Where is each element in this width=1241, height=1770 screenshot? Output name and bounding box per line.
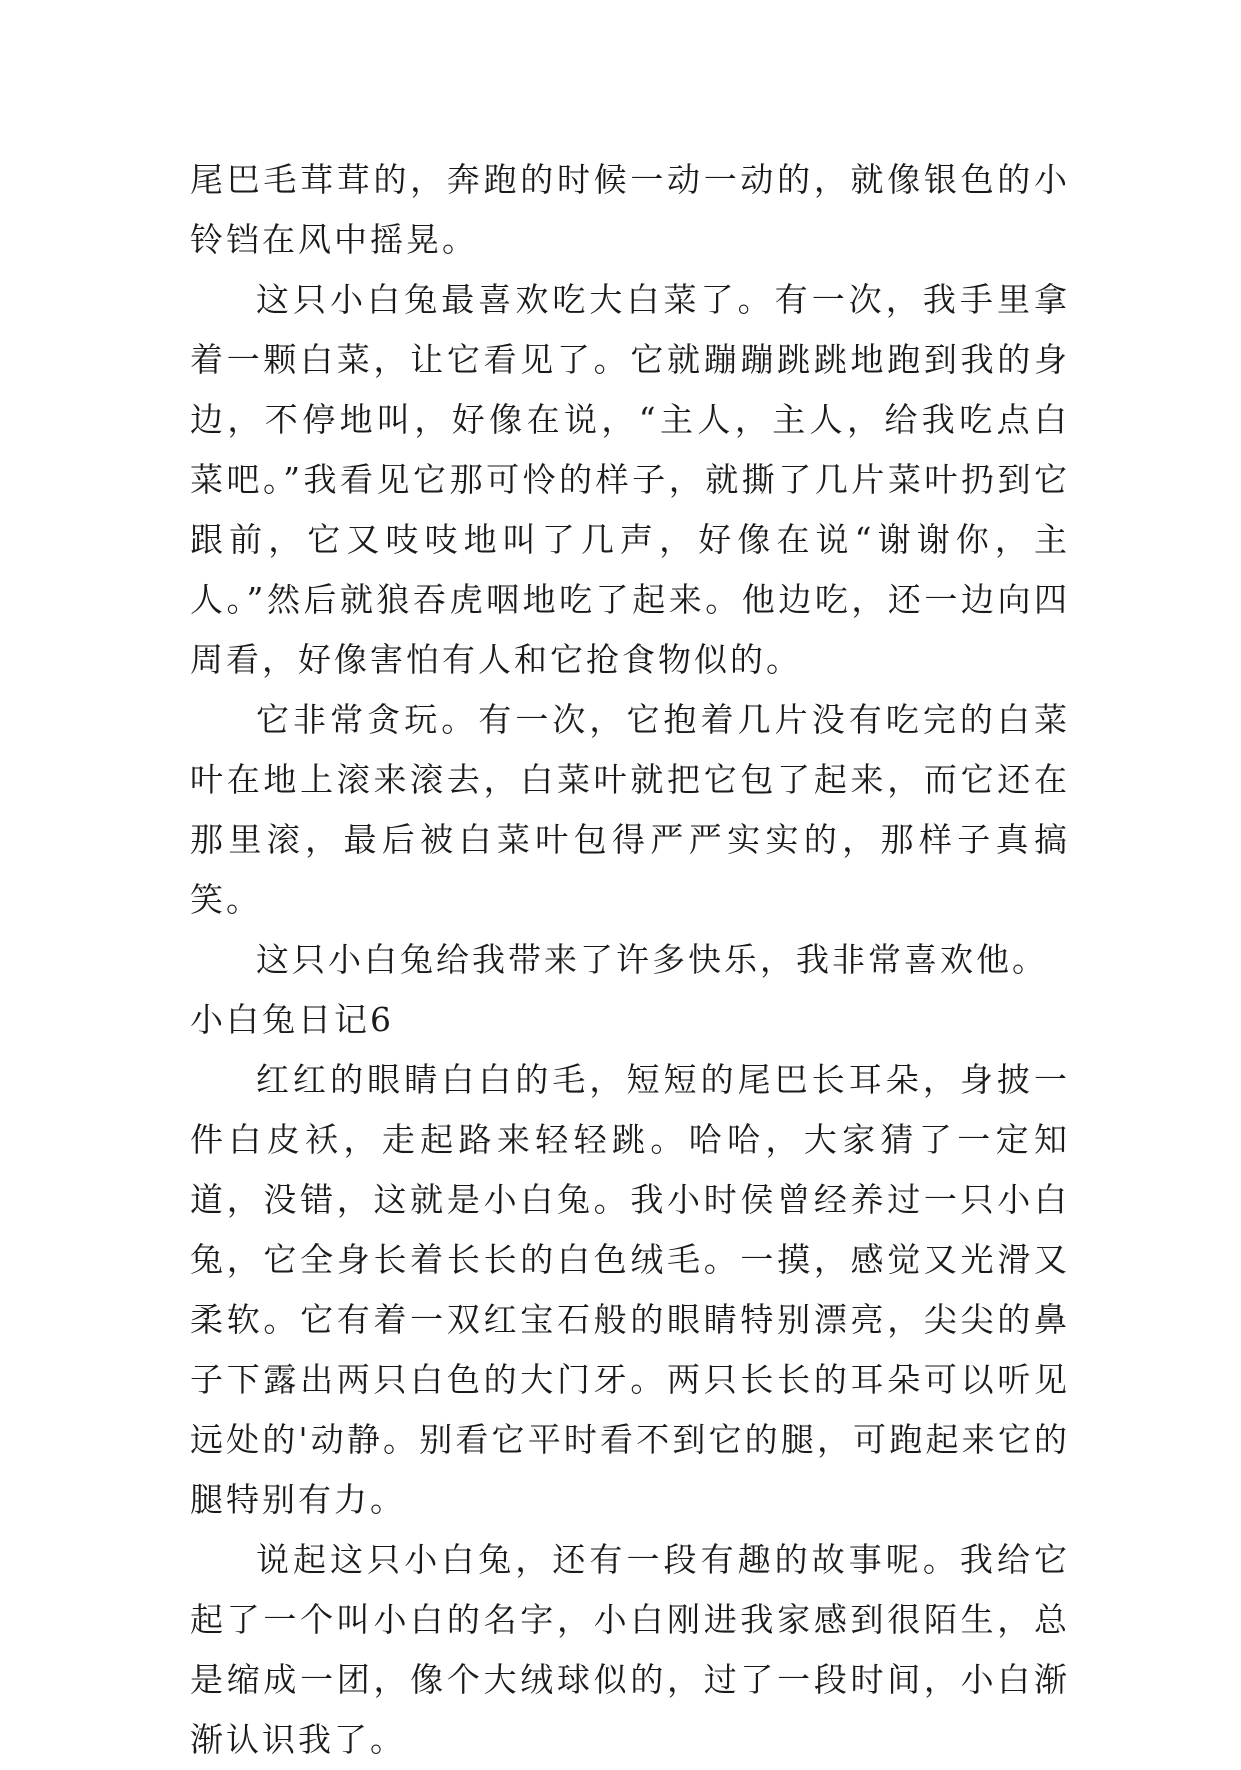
paragraph-playful: 它非常贪玩。有一次，它抱着几片没有吃完的白菜叶在地上滚来滚去，白菜叶就把它包了起来，而它还在那里滚，最后被白菜叶包得严严实实的，那样子真搞笑。 [190,700,1070,919]
document-body [190,150,1070,1770]
paragraph-happiness: 这只小白兔给我带来了许多快乐，我非常喜欢他。 [256,940,1048,979]
paragraph-description: 红红的眼睛白白的毛，短短的尾巴长耳朵，身披一件白皮袄，走起路来轻轻跳。哈哈，大家猜了一定知道，没错，这就是小白兔。我小时侯曾经养过一只小白兔，它全身长着长长的白色绒毛。一摸，感觉又光滑又柔软。它有着一双红宝石般的眼睛特别漂亮，尖尖的鼻子下露出两只白色的大门牙。两只长长的耳朵可以听见远处的'动静。别看它平时看不到它的腿，可跑起来它的腿特别有力。 [190,1060,1070,1519]
paragraph-rabbit-tail: 尾巴毛茸茸的，奔跑的时候一动一动的，就像银色的小铃铛在风中摇晃。 [190,160,1070,259]
section-title: 小白兔日记6 [190,1000,394,1039]
paragraph-story: 说起这只小白兔，还有一段有趣的故事呢。我给它起了一个叫小白的名字，小白刚进我家感到很陌生，总是缩成一团，像个大绒球似的，过了一段时间，小白渐渐认识我了。 [190,1540,1070,1759]
paragraph-eating-cabbage: 这只小白兔最喜欢吃大白菜了。有一次，我手里拿着一颗白菜，让它看见了。它就蹦蹦跳跳地跑到我的身边，不停地叫，好像在说，“主人，主人，给我吃点白菜吧。”我看见它那可怜的样子，就撕了几片菜叶扔到它跟前，它又吱吱地叫了几声，好像在说“谢谢你，主人。”然后就狼吞虎咽地吃了起来。他边吃，还一边向四周看，好像害怕有人和它抢食物似的。 [190,280,1070,679]
